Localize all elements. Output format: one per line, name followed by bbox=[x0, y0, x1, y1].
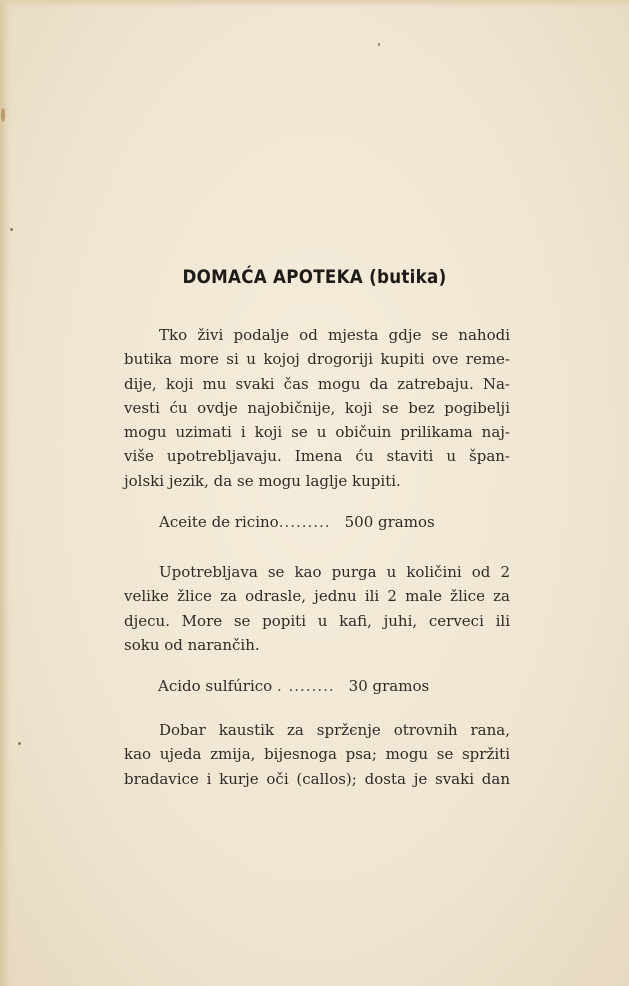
text-line: dije, koji mu svaki čas mogu da zatrebaju. Na- bbox=[124, 374, 510, 393]
text-line: soku od narančih. bbox=[124, 635, 260, 654]
text-line: Dobar kaustik za spržєnje otrovnih rana, bbox=[159, 721, 510, 739]
remedy-amount: 30 gramos bbox=[348, 677, 430, 695]
remedy-amount: 500 gramos bbox=[344, 513, 435, 531]
text-line: kao ujeda zmija, bijesnoga psa; mogu se spržiti bbox=[124, 745, 510, 764]
paper-spot bbox=[18, 742, 21, 745]
paper-spot bbox=[378, 43, 380, 46]
text-line: butika more si u kojoj drogoriji kupiti ove reme- bbox=[124, 350, 510, 369]
text-line: Upotrebljava se kao purga u količini od 2 bbox=[159, 563, 510, 581]
text-line: jolski jezik, da se mogu laglje kupiti. bbox=[124, 471, 401, 490]
remedy-name: Aceite de ricino bbox=[159, 513, 279, 531]
text-line: djecu. More se popiti u kafi, juhi, cerveci ili bbox=[124, 611, 510, 630]
remedy-paragraph bbox=[124, 718, 510, 791]
text-line: vesti ću ovdje najobičnije, koji se bez pogibelji bbox=[124, 398, 510, 417]
text-line: mogu uzimati i koji se u običuin prilikama naj- bbox=[124, 423, 510, 442]
remedy-name: Acido sulfúrico bbox=[158, 677, 273, 695]
leader-dots: . ........ bbox=[276, 677, 335, 695]
text-line: Tko živi podalje od mjesta gdje se nahodi bbox=[159, 326, 510, 344]
text-line: velike žlice za odrasle, jednu ili 2 male žlice za bbox=[124, 587, 510, 606]
page-edge-top bbox=[0, 0, 629, 8]
leader-dots: ......... bbox=[278, 513, 331, 531]
remedy-heading bbox=[159, 513, 435, 531]
text-line: više upotrebljavaju. Imena ću staviti u špan- bbox=[124, 447, 510, 466]
intro-paragraph bbox=[124, 323, 510, 493]
page-edge-left bbox=[0, 0, 10, 986]
remedy-paragraph bbox=[124, 560, 510, 657]
text-line: bradavice i kurje oči (callos); dosta je svaki dan bbox=[124, 769, 510, 788]
paper-spot bbox=[1, 108, 5, 122]
page-title: DOMAĆA APOTEKA (butika) bbox=[182, 266, 447, 288]
remedy-heading bbox=[158, 677, 429, 695]
paper-spot bbox=[10, 228, 13, 231]
